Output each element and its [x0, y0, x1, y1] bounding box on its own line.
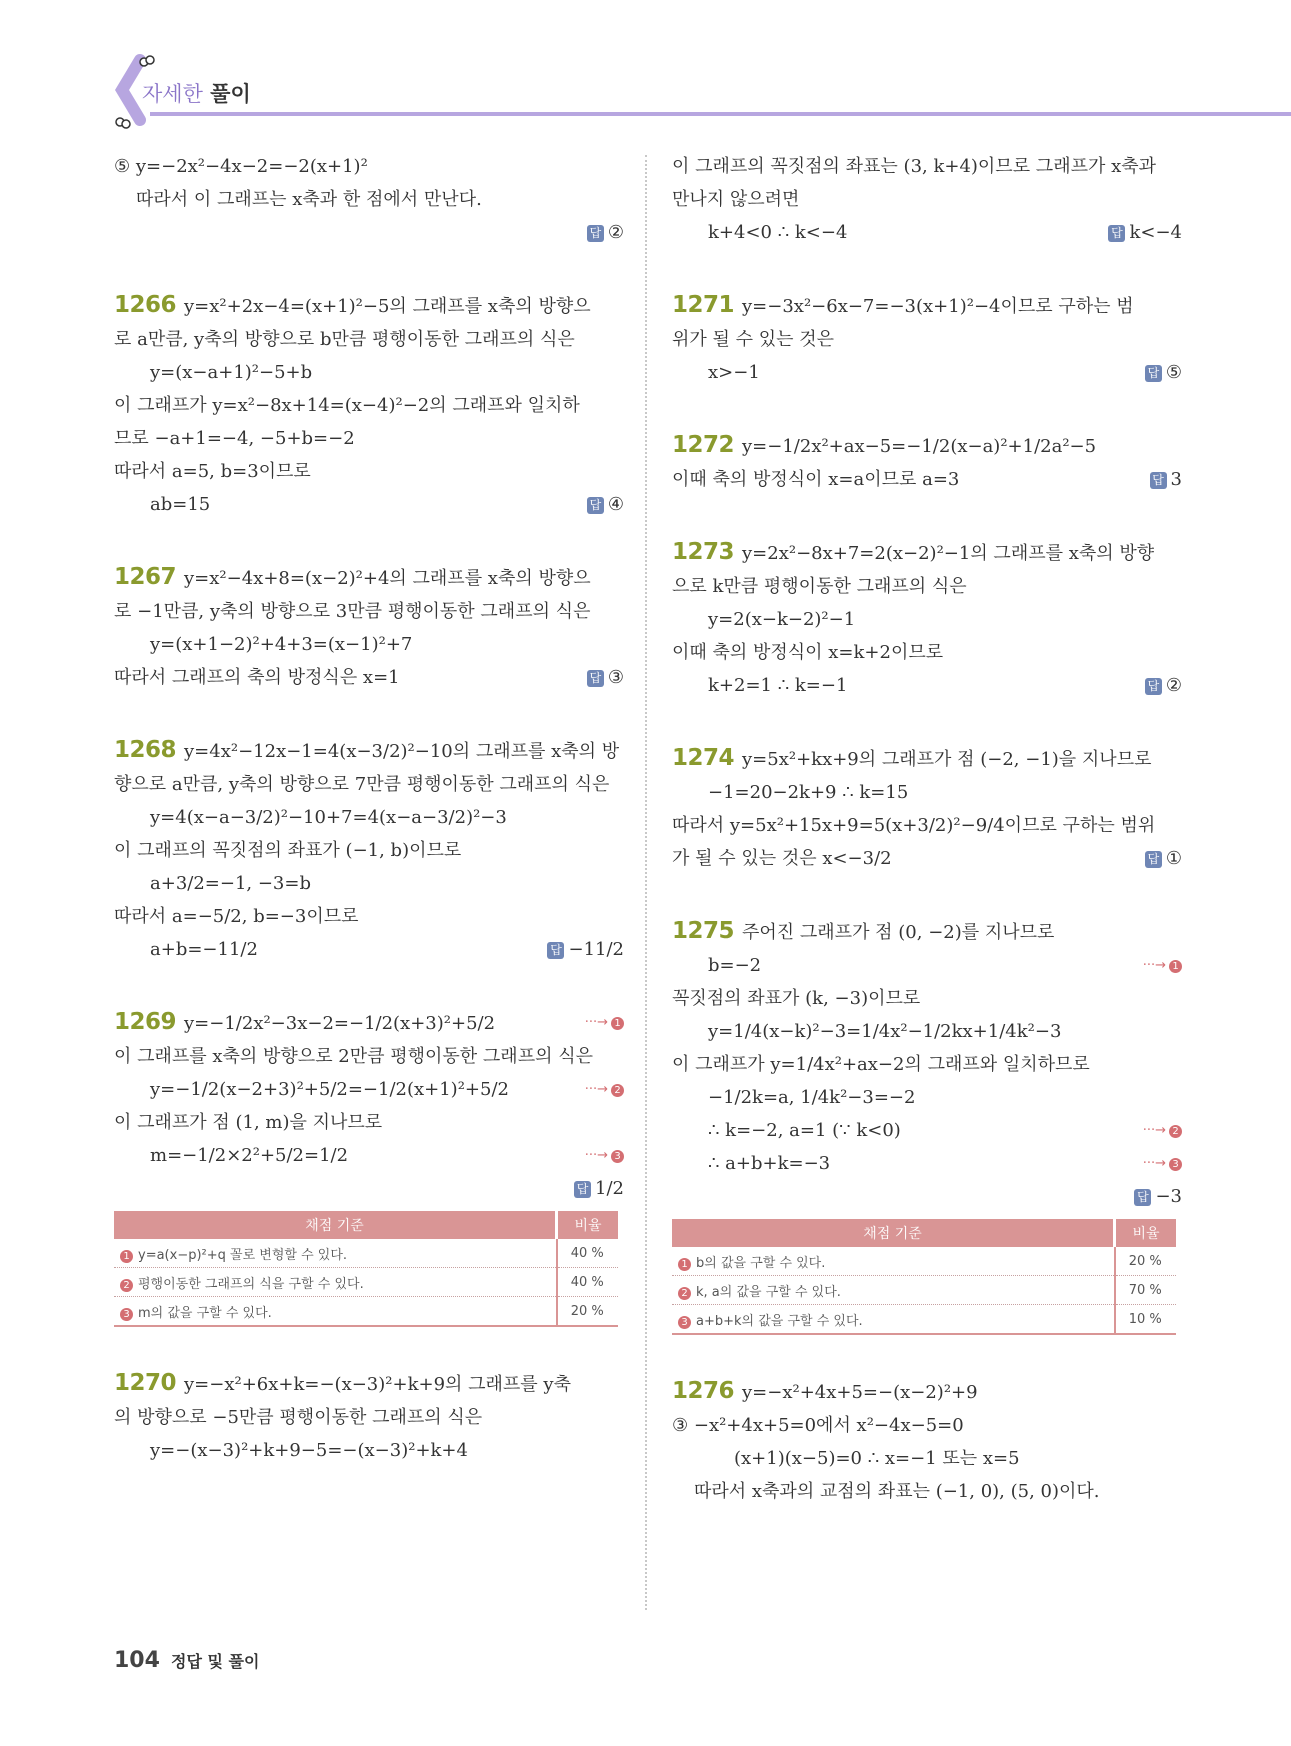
answer-icon: 답	[587, 225, 604, 242]
answer: 답 ③	[587, 661, 624, 694]
answer: 답 k<−4	[1108, 216, 1182, 249]
grading-table-1275: 채점 기준 비율 1 b의 값을 구할 수 있다. 20 % 2 k, a의 값을 구할 수 있다. 70 % 3 a+b+k의 값을 구할 수 있다. 10 %	[672, 1219, 1176, 1335]
answer: 답 ②	[1145, 669, 1182, 702]
column-divider	[645, 155, 647, 1610]
step-marker-3: ···→ 3	[585, 1139, 624, 1172]
answer-icon: 답	[547, 942, 564, 959]
answer: 답 1/2	[114, 1172, 624, 1205]
answer-icon: 답	[1108, 225, 1125, 242]
solution-1265-cont: ⑤ y=−2x²−4x−2=−2(x+1)² 따라서 이 그래프는 x축과 한 점에서 만난다. 답 ②	[114, 150, 624, 249]
table-row: 3 m의 값을 구할 수 있다. 20 %	[114, 1297, 618, 1327]
solution-1271: 1271 y=−3x²−6x−7=−3(x+1)²−4이므로 구하는 범 위가 될 수 있는 것은 x>−1 답 ⑤	[672, 289, 1182, 389]
solution-1267: 1267 y=x²−4x+8=(x−2)²+4의 그래프를 x축의 방향으 로 −1만큼, y축의 방향으로 3만큼 평행이동한 그래프의 식은 y=(x+1−2)²+4+3=(x−1)²+7 따라서 그래프의 축의 방정식은 x=1 답 ③	[114, 561, 624, 694]
answer: 답 −11/2	[547, 933, 624, 966]
solution-1274: 1274 y=5x²+kx+9의 그래프가 점 (−2, −1)을 지나므로 −1=20−2k+9 ∴ k=15 따라서 y=5x²+15x+9=5(x+3/2)²−9/4이므로 구하는 범위 가 될 수 있는 것은 x<−3/2 답 ①	[672, 742, 1182, 875]
solution-1268: 1268 y=4x²−12x−1=4(x−3/2)²−10의 그래프를 x축의 방 향으로 a만큼, y축의 방향으로 7만큼 평행이동한 그래프의 식은 y=4(x−a−3/2)²−10+7=4(x−a−3/2)²−3 이 그래프의 꼭짓점의 좌표가 (−1, b)이므로 a+3/2=−1, −3=b 따라서 a=−5/2, b=−3이므로 a+b=−11/2 답 −11/2	[114, 734, 624, 966]
page-footer	[114, 1648, 259, 1673]
answer: 답 ⑤	[1145, 356, 1182, 389]
answer-icon: 답	[587, 670, 604, 687]
header-rule	[150, 112, 1291, 116]
table-row: 2 평행이동한 그래프의 식을 구할 수 있다. 40 %	[114, 1268, 618, 1297]
right-column	[672, 150, 1182, 1508]
solution-1270: 1270 y=−x²+6x+k=−(x−3)²+k+9의 그래프를 y축 의 방향으로 −5만큼 평행이동한 그래프의 식은 y=−(x−3)²+k+9−5=−(x−3)²+k+4	[114, 1370, 571, 1461]
answer-icon: 답	[1145, 678, 1162, 695]
table-row: 1 y=a(x−p)²+q 꼴로 변형할 수 있다. 40 %	[114, 1239, 618, 1268]
answer-icon: 답	[1150, 472, 1167, 489]
step-marker-1: ···→ 1	[1143, 949, 1182, 982]
grading-table-1269: 채점 기준 비율 1 y=a(x−p)²+q 꼴로 변형할 수 있다. 40 % 2 평행이동한 그래프의 식을 구할 수 있다. 40 % 3 m의 값을 구할 수 있다. 20 %	[114, 1211, 618, 1327]
answer-icon: 답	[1134, 1189, 1151, 1206]
solution-1269: 1269 y=−1/2x²−3x−2=−1/2(x+3)²+5/2 ···→ 1 이 그래프를 x축의 방향으로 2만큼 평행이동한 그래프의 식은 y=−1/2(x−2+3)²+5/2=−1/2(x+1)²+5/2 ···→ 2 이 그래프가 점 (1, m)을 지나므로 m=−1/2×2²+5/2=1/2 ···→ 3 답 1/2	[114, 1006, 624, 1205]
solution-1270-cont: 이 그래프의 꼭짓점의 좌표는 (3, k+4)이므로 그래프가 x축과 만나지 않으려면 k+4<0 ∴ k<−4 답 k<−4	[672, 150, 1182, 249]
answer-icon: 답	[1145, 851, 1162, 868]
answer: 답 ②	[114, 216, 624, 249]
step-marker-3: ···→ 3	[1143, 1147, 1182, 1180]
answer: 답 3	[1150, 463, 1182, 496]
solution-1276: 1276 y=−x²+4x+5=−(x−2)²+9 ③ −x²+4x+5=0에서 x²−4x−5=0 (x+1)(x−5)=0 ∴ x=−1 또는 x=5 따라서 x축과의 교점의 좌표는 (−1, 0), (5, 0)이다.	[672, 1378, 1100, 1502]
answer-icon: 답	[587, 497, 604, 514]
step-marker-2: ···→ 2	[585, 1073, 624, 1106]
answer: 답 ④	[587, 488, 624, 521]
answer-icon: 답	[1145, 365, 1162, 382]
answer: 답 ①	[1145, 842, 1182, 875]
page-number: 104	[114, 1648, 160, 1673]
section-title: 자세한 풀이	[142, 82, 251, 106]
page-header	[0, 40, 1291, 120]
solution-1272: 1272 y=−1/2x²+ax−5=−1/2(x−a)²+1/2a²−5 이때 축의 방정식이 x=a이므로 a=3 답 3	[672, 429, 1182, 496]
step-marker-1: ···→ 1	[585, 1006, 624, 1039]
table-row: 1 b의 값을 구할 수 있다. 20 %	[672, 1247, 1176, 1276]
footer-label: 정답 및 풀이	[171, 1652, 260, 1671]
step-marker-2: ···→ 2	[1143, 1114, 1182, 1147]
solution-1266: 1266 y=x²+2x−4=(x+1)²−5의 그래프를 x축의 방향으 로 a만큼, y축의 방향으로 b만큼 평행이동한 그래프의 식은 y=(x−a+1)²−5+b 이 그래프가 y=x²−8x+14=(x−4)²−2의 그래프와 일치하 므로 −a+1=−4, −5+b=−2 따라서 a=5, b=3이므로 ab=15 답 ④	[114, 289, 624, 521]
answer: 답 −3	[672, 1180, 1182, 1213]
left-column	[114, 150, 624, 1467]
table-row: 2 k, a의 값을 구할 수 있다. 70 %	[672, 1276, 1176, 1305]
answer-icon: 답	[574, 1181, 591, 1198]
solution-1273: 1273 y=2x²−8x+7=2(x−2)²−1의 그래프를 x축의 방향 으로 k만큼 평행이동한 그래프의 식은 y=2(x−k−2)²−1 이때 축의 방정식이 x=k+2이므로 k+2=1 ∴ k=−1 답 ②	[672, 536, 1182, 702]
solution-1275: 1275 주어진 그래프가 점 (0, −2)를 지나므로 b=−2 ···→ 1 꼭짓점의 좌표가 (k, −3)이므로 y=1/4(x−k)²−3=1/4x²−1/2kx+1/4k²−3 이 그래프가 y=1/4x²+ax−2의 그래프와 일치하므로 −1/2k=a, 1/4k²−3=−2 ∴ k=−2, a=1 (∵ k<0) ···→ 2 ∴ a+b+k=−3 ···→ 3 답 −3	[672, 915, 1182, 1213]
table-row: 3 a+b+k의 값을 구할 수 있다. 10 %	[672, 1305, 1176, 1335]
